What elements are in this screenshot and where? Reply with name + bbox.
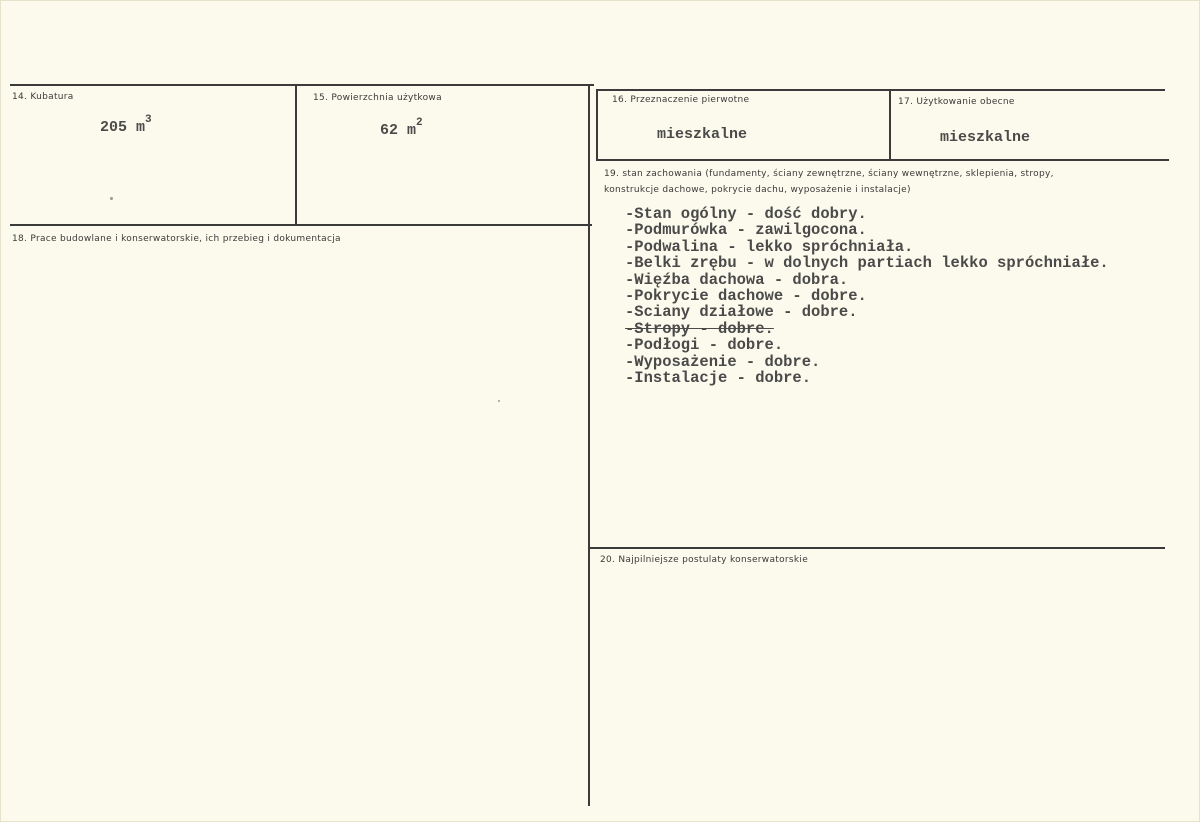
field-14-unit: m — [136, 119, 146, 136]
rule-under-16-17 — [596, 159, 1169, 161]
paper-speck — [110, 197, 113, 200]
paper-speck — [498, 400, 500, 402]
condition-item: -Wyposażenie - dobre. — [625, 352, 821, 371]
condition-item: -Stropy - dobre. — [625, 319, 774, 338]
divider-16-17 — [889, 91, 891, 159]
field-14-number: 205 — [100, 119, 128, 136]
field-20-label: 20. Najpilniejsze postulaty konserwatorskie — [600, 555, 809, 565]
top-rule — [10, 84, 594, 86]
condition-item: -Instalacje - dobre. — [625, 369, 812, 388]
rule-above-20 — [590, 547, 1165, 549]
condition-item: -Więźba dachowa - dobra. — [625, 270, 849, 289]
field-14-value — [100, 114, 152, 136]
top-rule-right — [596, 89, 1165, 91]
field-17-value: mieszkalne — [940, 129, 1031, 146]
field-15-exponent: 2 — [416, 117, 423, 129]
condition-item: -Pokrycie dachowe - dobre. — [625, 287, 867, 306]
divider-main — [588, 86, 590, 806]
field-18-label: 18. Prace budowlane i konserwatorskie, ich przebieg i dokumentacja — [12, 234, 341, 244]
rule-under-14-15 — [10, 224, 592, 226]
field-16-value: mieszkalne — [657, 126, 748, 143]
condition-item: -Belki zrębu - w dolnych partiach lekko spróchniałe. — [625, 254, 1109, 273]
field-19-label: 19. stan zachowania (fundamenty, ściany zewnętrzne, ściany wewnętrzne, sklepienia, stropy, konstrukcje dachowe, pokrycie dachu, wyposażenie i instalacje) — [604, 169, 1054, 195]
divider-14-15 — [295, 86, 297, 226]
condition-item: -Podłogi - dobre. — [625, 336, 784, 355]
field-15-value — [380, 117, 423, 139]
field-15-label: 15. Powierzchnia użytkowa — [313, 93, 442, 103]
field-17-label: 17. Użytkowanie obecne — [898, 97, 1015, 107]
condition-item: -Sciany działowe - dobre. — [625, 303, 858, 322]
field-16-label: 16. Przeznaczenie pierwotne — [612, 95, 750, 105]
field-14-label: 14. Kubatura — [12, 92, 74, 102]
left-edge-16 — [596, 89, 598, 161]
condition-item: -Podmurówka - zawilgocona. — [625, 221, 867, 240]
field-14-exponent: 3 — [145, 114, 152, 126]
field-15-unit: m — [407, 122, 417, 139]
condition-item: -Podwalina - lekko spróchniała. — [625, 237, 914, 256]
condition-list — [625, 206, 1109, 386]
field-15-number: 62 — [380, 122, 399, 139]
condition-item: -Stan ogólny - dość dobry. — [625, 205, 867, 223]
